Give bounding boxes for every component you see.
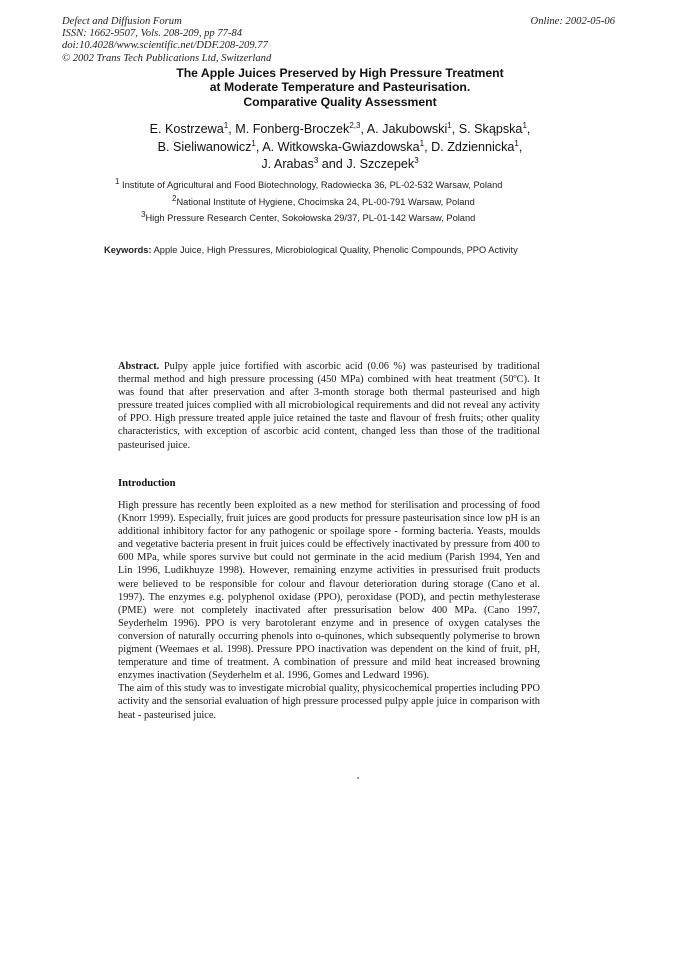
author-line-1: E. Kostrzewa$^1$, M. Fonberg-Broczek$^{2,3}$, A. Jakubowski$^1$, S. Skąpska$^1$, bbox=[149, 120, 531, 136]
author-name: J. Arabas bbox=[261, 157, 314, 171]
introduction-heading: Introduction bbox=[118, 478, 176, 489]
copyright-line: © 2002 Trans Tech Publications Ltd, Switzerland bbox=[62, 52, 272, 64]
introduction-body bbox=[118, 499, 540, 722]
title-line-1: The Apple Juices Preserved by High Pressure Treatment bbox=[176, 66, 504, 80]
introduction-paragraph-1: High pressure has recently been exploited as a new method for sterilisation and processing of food (Knorr 1999). Especially, fruit juices are good products for pressure pasteurisation since low pH is an additional inhibitory factor for any pathogenic or spoilage spore - forming bacteria. Yeasts, moulds and vegetative bacteria present in fruit juices could be effectively inactivated by pressure from 400 to 600 MPa, while spores survive but could not germinate in the acid medium (Parish 1994, Yen and Lin 1996, Ludikhuyze 1998). However, remaining enzyme activities in pressurised fruit products were believed to be responsible for colour and flavour deterioration during storage (Cano et al. 1997). The enzymes e.g. polyphenol oxidase (PPO), peroxidase (POD), and pectin methylesterase (PME) were not completely inactivated after pressurisation below 400 MPa. (Cano 1997, Seyderhelm 1996). PPO is very barotolerant enzyme and in presence of oxygen catalyses the conversion of naturally occurring phenols into o-quinones, which subsequently polymerise to brown pigment (Weemaes et al. 1998). Pressure PPO inactivation was dependent on the kind of fruit, pH, temperature and time of treatment. A combination of pressure and mild heat increased browning enzymes inactivation (Seyderhelm et al. 1996, Gomes and Ledward 1996). bbox=[118, 500, 540, 682]
affiliation-mark: 1 bbox=[115, 176, 120, 186]
author-name: A. Jakubowski bbox=[366, 122, 448, 136]
affiliation-text: Institute of Agricultural and Food Biotechnology, Radowiecka 36, PL-02-532 Warsaw, Poland bbox=[122, 180, 503, 190]
abstract bbox=[118, 360, 540, 452]
author-name: B. Sieliwanowicz bbox=[157, 139, 252, 154]
author-line-3: J. Arabas$^3$ and J. Szczepek$^3$ bbox=[261, 155, 419, 171]
affiliation-mark: 3 bbox=[141, 209, 146, 219]
page-speck bbox=[357, 777, 359, 779]
author-name: S. Skąpska bbox=[458, 122, 523, 136]
paper-title bbox=[95, 66, 585, 109]
author-name: J. Szczepek bbox=[346, 157, 415, 171]
author-list bbox=[95, 121, 585, 174]
title-line-3: Comparative Quality Assessment bbox=[243, 94, 437, 109]
keywords bbox=[104, 244, 534, 256]
journal-name: Defect and Diffusion Forum bbox=[62, 16, 182, 27]
affiliation-2 bbox=[172, 193, 475, 208]
affiliation-text: National Institute of Hygiene, Chocimska 24, PL-00-791 Warsaw, Poland bbox=[176, 197, 475, 207]
author-affiliation-mark: 3 bbox=[313, 155, 319, 165]
affiliation-1 bbox=[115, 176, 503, 191]
journal-header bbox=[62, 16, 271, 65]
keywords-text: Apple Juice, High Pressures, Microbiological Quality, Phenolic Compounds, PPO Activity bbox=[153, 245, 518, 255]
keywords-label: Keywords: bbox=[104, 245, 152, 255]
title-line-2: at Moderate Temperature and Pasteurisation. bbox=[209, 80, 471, 95]
author-name: M. Fonberg-Broczek bbox=[235, 122, 350, 136]
author-affiliation-mark: 1 bbox=[514, 138, 519, 148]
author-affiliation-mark: 1 bbox=[223, 120, 229, 130]
author-name: D. Zdziennicka bbox=[431, 139, 515, 154]
abstract-text: Pulpy apple juice fortified with ascorbic acid (0.06 %) was pasteurised by traditional thermal method and high pressure processing (450 MPa) combined with heat treatment (50ºC). It was found that after preservation and after 3-month storage both thermal pasteurised and high pressure treated juices complied with all microbiological requirements and did not reveal any activity of PPO. High pressure treated apple juice retained the taste and flavour of fresh fruits; other quality characteristics, with exception of ascorbic acid content, changed less than those of the traditional pasteurised juice. bbox=[118, 361, 540, 451]
author-line-2: B. Sieliwanowicz$^1$, A. Witkowska-Gwiazdowska$^1$, D. Zdziennicka$^1$, bbox=[157, 138, 523, 154]
author-name: E. Kostrzewa bbox=[149, 122, 224, 136]
author-affiliation-mark: 1 bbox=[522, 120, 527, 130]
author-affiliation-mark: 1 bbox=[447, 120, 452, 130]
affiliation-mark: 2 bbox=[172, 193, 177, 203]
affiliation-3 bbox=[141, 209, 476, 224]
author-affiliation-mark: 1 bbox=[419, 138, 425, 148]
author-affiliation-mark: 2,3 bbox=[349, 120, 361, 130]
author-affiliation-mark: 3 bbox=[414, 155, 419, 165]
introduction-paragraph-2: The aim of this study was to investigate microbial quality, physicochemical properties including PPO activity and the sensorial evaluation of high pressure processed pulpy apple juice in comparison with heat - pasteurised juice. bbox=[118, 683, 540, 721]
affiliation-text: High Pressure Research Center, Sokołowska 29/37, PL-01-142 Warsaw, Poland bbox=[145, 213, 476, 223]
abstract-label: Abstract. bbox=[118, 361, 160, 372]
doi-line: doi:10.4028/www.scientific.net/DDF.208-209.77 bbox=[62, 40, 268, 52]
issn-line: ISSN: 1662-9507, Vols. 208-209, pp 77-84 bbox=[62, 28, 243, 40]
online-date: Online: 2002-05-06 bbox=[530, 16, 615, 27]
author-name: A. Witkowska-Gwiazdowska bbox=[262, 139, 420, 154]
author-affiliation-mark: 1 bbox=[251, 138, 256, 148]
